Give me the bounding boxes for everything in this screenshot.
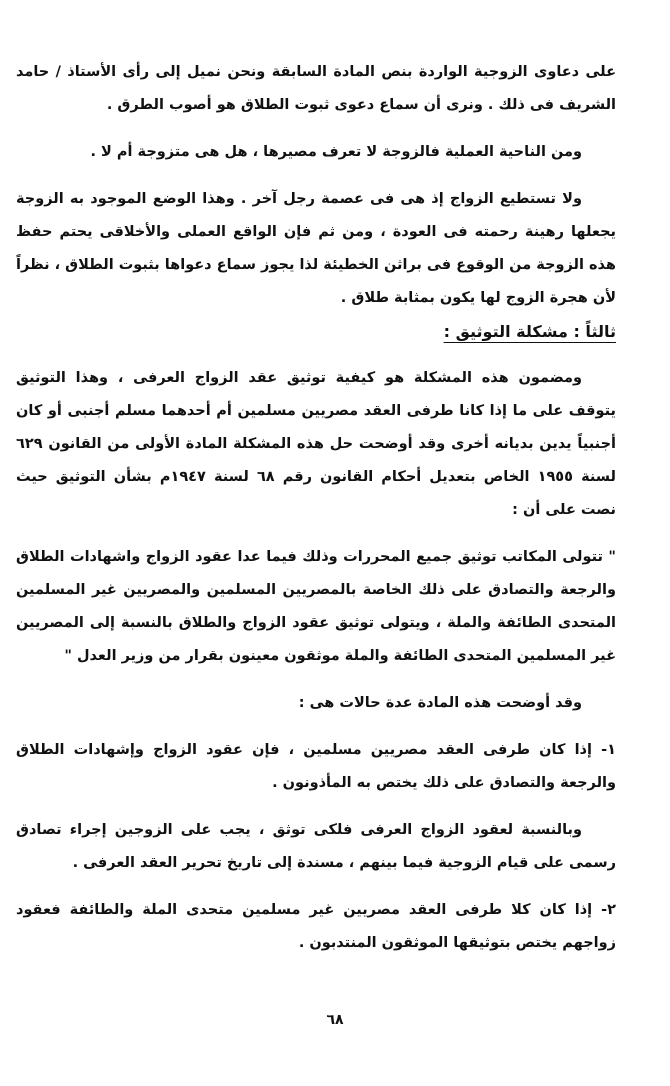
case-1: ١- إذا كان طرفى العقد مصريين مسلمين ، فإن عقود الزواج وإشهادات الطلاق والرجعة والتصادق على ذلك يختص به المأذونون . — [16, 742, 616, 791]
paragraph-3: ولا تستطيع الزواج إذ هى فى عصمة رجل آخر . وهذا الوضع الموجود به الزوجة يجعلها رهينة رحمته فى العودة ، ومن ثم فإن الواقع العملى والأخلاقى يحتم حفظ هذه الزوجة من الوقوع فى براثن الخطيئة لذا يجوز سماع دعواها بثبوت الطلاق ، نظراً لأن هجرة الزوج لها يكون بمثابة طلاق . — [16, 191, 616, 306]
paragraph-6: وبالنسبة لعقود الزواج العرفى فلكى توثق ، يجب على الزوجين إجراء تصادق رسمى على قيام الزوجية فيما بينهم ، مسندة إلى تاريخ تحرير العقد العرفى . — [16, 822, 616, 871]
paragraph-4: ومضمون هذه المشكلة هو كيفية توثيق عقد الزواج العرفى ، وهذا التوثيق يتوقف على ما إذا كانا طرفى العقد مصريين مسلمين أم أحدهما مسلم أجنبى أو كان أجنبياً يدين بديانه أخرى وقد أوضحت حل هذه المشكلة المادة الأولى من القانون ٦٢٩ لسنة ١٩٥٥ الخاص بتعديل أحكام القانون رقم ٦٨ لسنة ١٩٤٧م بشأن التوثيق حيث نصت على أن : — [16, 370, 617, 518]
paragraph-1: على دعاوى الزوجية الواردة بنص المادة السابقة ونحن نميل إلى رأى الأستاذ / حامد الشريف فى ذلك . ونرى أن سماع دعوى ثبوت الطلاق هو أصوب الطرق . — [16, 64, 616, 113]
body-text — [16, 56, 616, 960]
paragraph-5: وقد أوضحت هذه المادة عدة حالات هى : — [298, 695, 582, 711]
section-heading: ثالثاً : مشكلة التوثيق : — [443, 322, 616, 341]
page-number: ٦٨ — [326, 1012, 344, 1028]
paragraph-2: ومن الناحية العملية فالزوجة لا تعرف مصيرها ، هل هى متزوجة أم لا . — [90, 144, 582, 160]
case-2: ٢- إذا كان كلا طرفى العقد مصريين غير مسلمين متحدى الملة والطائفة فعقود زواجهم يختص بتوثيقها الموثقون المنتدبون . — [16, 902, 616, 951]
law-quote: " تتولى المكاتب توثيق جميع المحررات وذلك فيما عدا عقود الزواج واشهادات الطلاق والرجعة والتصادق على ذلك الخاصة بالمصريين المسلمين والمصريين غير المسلمين المتحدى الطائفة والملة ، ويتولى توثيق عقود الزواج والطلاق بالنسبة إلى المصريين غير المسلمين المتحدى الطائفة والملة موثقون معينون بقرار من وزير العدل " — [16, 549, 616, 664]
